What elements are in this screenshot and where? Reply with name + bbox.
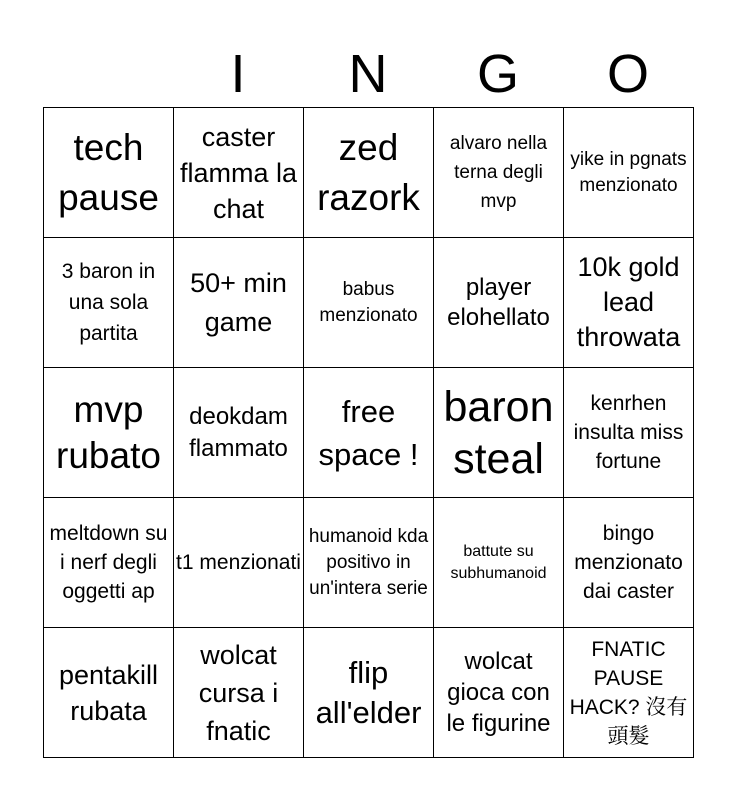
bingo-cell-r3c4[interactable] xyxy=(434,368,564,498)
cell-text: kenrhen insulta miss fortune xyxy=(573,392,684,473)
cell-text: deokdam flammato xyxy=(189,402,288,462)
cell-text: flip all'elder xyxy=(315,654,422,730)
bingo-cell-r2c2[interactable] xyxy=(174,238,304,368)
cell-text: 50+ min game xyxy=(190,267,287,337)
bingo-cell-r5c3[interactable] xyxy=(304,628,434,758)
cell-text: wolcat gioca con le figurine xyxy=(446,648,551,737)
bingo-cell-r4c2[interactable] xyxy=(174,498,304,628)
cell-text: 3 baron in una sola partita xyxy=(61,260,156,345)
cell-text: battute su subhumanoid xyxy=(450,542,547,582)
bingo-cell-r2c1[interactable] xyxy=(44,238,174,368)
cell-text: 10k gold lead throwata xyxy=(576,252,681,352)
bingo-cell-r2c4[interactable] xyxy=(434,238,564,368)
cell-text: caster flamma la chat xyxy=(179,121,298,224)
bingo-cell-r1c5[interactable] xyxy=(564,108,694,238)
cell-text: tech pause xyxy=(58,126,159,218)
bingo-cell-r3c1[interactable] xyxy=(44,368,174,498)
bingo-cell-r1c4[interactable] xyxy=(434,108,564,238)
cell-text: t1 menzionati xyxy=(176,551,301,574)
cell-text: alvaro nella terna degli mvp xyxy=(449,133,548,212)
bingo-cell-r1c3[interactable] xyxy=(304,108,434,238)
bingo-cell-r5c1[interactable] xyxy=(44,628,174,758)
bingo-cell-r2c5[interactable] xyxy=(564,238,694,368)
bingo-cell-r4c3[interactable] xyxy=(304,498,434,628)
bingo-cell-r5c5[interactable] xyxy=(564,628,694,758)
header-letter-o: O xyxy=(606,44,649,104)
cell-text: meltdown su i nerf degli oggetti ap xyxy=(49,522,168,603)
cell-text: bingo menzionato dai caster xyxy=(574,522,683,603)
cell-text: zed razork xyxy=(317,126,420,218)
bingo-cell-r5c4[interactable] xyxy=(434,628,564,758)
cell-text: baron steal xyxy=(443,382,554,483)
cell-text: pentakill rubata xyxy=(58,659,159,726)
header-letter-i: I xyxy=(230,44,246,104)
bingo-cell-r5c2[interactable] xyxy=(174,628,304,758)
bingo-cell-r3c5[interactable] xyxy=(564,368,694,498)
cell-text: wolcat cursa i fnatic xyxy=(198,639,279,746)
bingo-cell-r4c4[interactable] xyxy=(434,498,564,628)
bingo-cell-r1c2[interactable] xyxy=(174,108,304,238)
bingo-cell-r3c3[interactable] xyxy=(304,368,434,498)
cell-text: humanoid kda positivo in un'intera serie xyxy=(308,525,429,599)
bingo-cell-r1c1[interactable] xyxy=(44,108,174,238)
cell-text: mvp rubato xyxy=(56,388,161,476)
bingo-cell-r3c2[interactable] xyxy=(174,368,304,498)
cell-text: player elohellato xyxy=(447,273,550,331)
cell-text: yike in pgnats menzionato xyxy=(570,148,687,196)
bingo-board xyxy=(43,107,694,758)
bingo-header xyxy=(43,42,693,106)
header-letter-g: G xyxy=(476,44,519,104)
bingo-cell-r2c3[interactable] xyxy=(304,238,434,368)
cell-text: FNATIC PAUSE HACK? 沒有頭髮 xyxy=(569,637,688,748)
bingo-cell-r4c1[interactable] xyxy=(44,498,174,628)
cell-text: free space ! xyxy=(318,393,419,472)
header-letter-n: N xyxy=(348,44,388,104)
cell-text: babus menzionato xyxy=(319,278,418,326)
bingo-cell-r4c5[interactable] xyxy=(564,498,694,628)
